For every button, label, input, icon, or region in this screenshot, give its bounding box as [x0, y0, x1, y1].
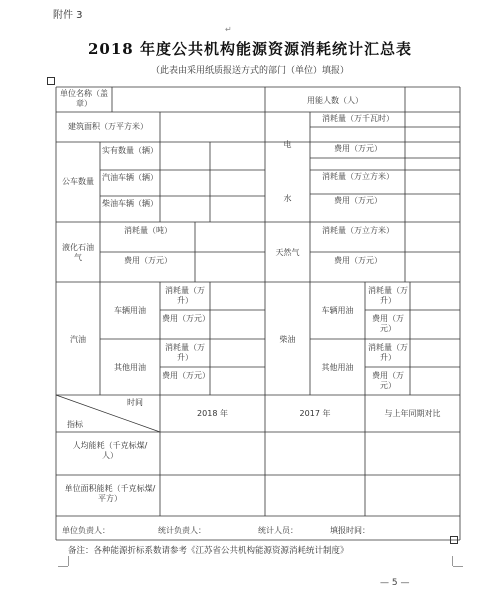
paragraph-mark: ↵: [225, 25, 232, 34]
diesel-vehicle-cost-label: 费用（万元）: [372, 314, 404, 333]
diesel-other-use-label: 其他用油: [321, 363, 354, 372]
gasoline-vehicle-consumption-label: 消耗量（万升）: [165, 286, 205, 305]
water-cost-label: 费用（万元）: [334, 196, 382, 205]
gasoline-vehicle-cost-label: 费用（万元）: [162, 314, 210, 323]
statistician-label: 统计人员：: [258, 526, 298, 535]
unit-name-label: 单位名称（盖章）: [60, 89, 108, 108]
crop-mark: [58, 566, 68, 567]
lpg-consumption-label: 消耗量（吨）: [124, 226, 172, 235]
page-number: — 5 —: [380, 578, 410, 588]
natural-gas-label: 天然气: [275, 248, 300, 257]
per-capita-label: 人均能耗（千克标煤/人）: [72, 441, 148, 460]
vehicles-owned-label: 实有数量（辆）: [102, 146, 158, 155]
building-area-label: 建筑面积（万平方米）: [68, 122, 148, 131]
natural-gas-consumption-label: 消耗量（万立方米）: [322, 226, 394, 235]
crop-mark: [453, 566, 463, 567]
note-text: 备注：各种能源折标系数请参考《江苏省公共机构能源资源消耗统计制度》: [68, 546, 349, 556]
vehicles-label: 公车数量: [62, 177, 94, 186]
per-area-label: 单位面积能耗（千克标煤/平方）: [64, 484, 156, 503]
lpg-label: 液化石油气: [62, 243, 94, 262]
diesel-vehicle-use-label: 车辆用油: [321, 306, 354, 315]
attachment-label: 附件 3: [53, 10, 83, 21]
year-2018-header: 2018 年: [197, 409, 228, 418]
gasoline-other-cost-label: 费用（万元）: [162, 371, 210, 380]
vehicles-diesel-label: 柴油车辆（辆）: [102, 199, 158, 208]
page-subtitle: （此表由采用纸质报送方式的部门（单位）填报）: [150, 66, 349, 76]
crop-mark: [68, 556, 69, 566]
date-label: 填报时间：: [330, 526, 370, 535]
yoy-header: 与上年同期对比: [384, 409, 441, 418]
headcount-label: 用能人数（人）: [307, 96, 363, 105]
indicator-header: 指标: [67, 420, 83, 429]
principal-label: 单位负责人：: [62, 526, 110, 535]
electricity-consumption-label: 消耗量（万千瓦时）: [322, 114, 394, 123]
vehicles-gasoline-label: 汽油车辆（辆）: [102, 173, 158, 182]
page-title: 2018 年度公共机构能源资源消耗统计汇总表: [88, 40, 412, 58]
time-header: 时间: [127, 398, 143, 407]
diesel-label: 柴油: [279, 335, 296, 344]
gasoline-label: 汽油: [70, 335, 86, 344]
gasoline-other-consumption-label: 消耗量（万升）: [165, 343, 205, 362]
year-2017-header: 2017 年: [299, 409, 331, 418]
water-consumption-label: 消耗量（万立方米）: [322, 172, 394, 181]
stat-principal-label: 统计负责人：: [158, 526, 206, 535]
electricity-label: 电: [283, 140, 292, 149]
diesel-other-cost-label: 费用（万元）: [372, 371, 404, 390]
lpg-cost-label: 费用（万元）: [124, 256, 172, 265]
gasoline-vehicle-use-label: 车辆用油: [114, 306, 146, 315]
electricity-cost-label: 费用（万元）: [334, 144, 382, 153]
natural-gas-cost-label: 费用（万元）: [334, 256, 382, 265]
diesel-other-consumption-label: 消耗量（万升）: [368, 343, 408, 362]
water-label: 水: [283, 194, 292, 203]
gasoline-other-use-label: 其他用油: [114, 363, 146, 372]
crop-mark: [452, 556, 453, 566]
diesel-vehicle-consumption-label: 消耗量（万升）: [368, 286, 408, 305]
